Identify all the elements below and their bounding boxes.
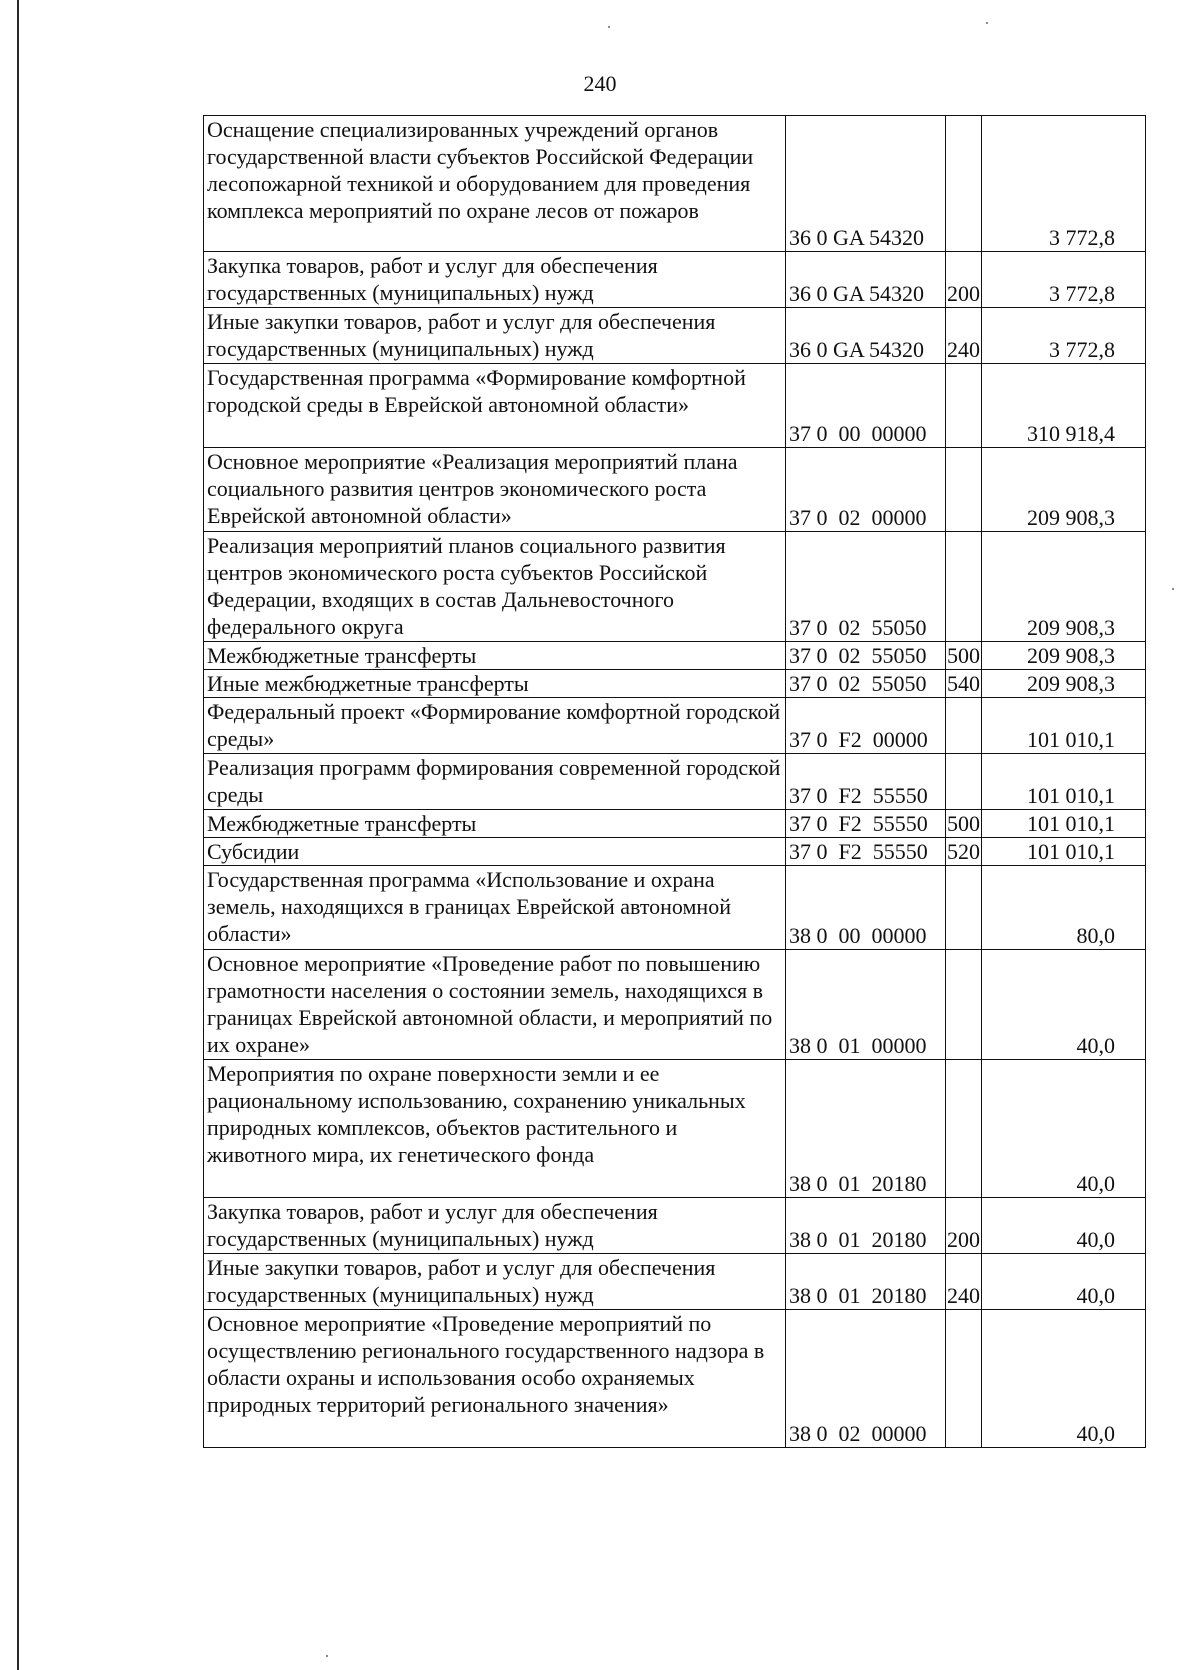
row-name: Реализация мероприятий планов социального развития центров экономического роста субъектов Российской Федерации, входящих в состав Дальневосточного федерального округа <box>204 532 786 642</box>
row-amount: 101 010,1 <box>982 838 1146 866</box>
row-expense-type <box>946 1060 982 1198</box>
row-name: Основное мероприятие «Проведение работ по повышению грамотности населения о состоянии земель, находящихся в границах Еврейской автономной области, и мероприятий по их охране» <box>204 950 786 1060</box>
row-code: 37 0 F2 00000 <box>786 698 946 754</box>
table-row <box>204 252 1146 308</box>
row-name: Межбюджетные трансферты <box>204 810 786 838</box>
row-amount: 40,0 <box>982 1198 1146 1254</box>
row-code: 38 0 01 00000 <box>786 950 946 1060</box>
row-name: Иные межбюджетные трансферты <box>204 670 786 698</box>
row-code: 37 0 00 00000 <box>786 364 946 448</box>
row-name: Государственная программа «Использование и охрана земель, находящихся в границах Еврейской автономной области» <box>204 866 786 950</box>
row-code: 36 0 GA 54320 <box>786 308 946 364</box>
row-amount: 209 908,3 <box>982 642 1146 670</box>
row-expense-type <box>946 866 982 950</box>
row-expense-type: 240 <box>946 308 982 364</box>
row-code: 37 0 F2 55550 <box>786 754 946 810</box>
table-row <box>204 754 1146 810</box>
table-row <box>204 1198 1146 1254</box>
row-code: 37 0 02 55050 <box>786 670 946 698</box>
table-row <box>204 698 1146 754</box>
row-code: 38 0 01 20180 <box>786 1198 946 1254</box>
table-row <box>204 116 1146 252</box>
row-code: 37 0 02 00000 <box>786 448 946 532</box>
row-amount: 101 010,1 <box>982 698 1146 754</box>
row-code: 38 0 01 20180 <box>786 1060 946 1198</box>
row-expense-type <box>946 364 982 448</box>
row-expense-type <box>946 698 982 754</box>
row-name: Иные закупки товаров, работ и услуг для обеспечения государственных (муниципальных) нужд <box>204 1254 786 1310</box>
scan-speck <box>326 1655 328 1657</box>
row-expense-type <box>946 532 982 642</box>
scan-speck <box>1172 588 1174 590</box>
page-number: 240 <box>583 71 617 96</box>
table-row <box>204 866 1146 950</box>
budget-table-body <box>204 116 1146 1448</box>
row-code: 36 0 GA 54320 <box>786 116 946 252</box>
row-code: 38 0 02 00000 <box>786 1310 946 1448</box>
row-name: Закупка товаров, работ и услуг для обеспечения государственных (муниципальных) нужд <box>204 252 786 308</box>
table-row <box>204 1254 1146 1310</box>
table-row <box>204 532 1146 642</box>
row-expense-type: 520 <box>947 839 980 864</box>
row-expense-type: 240 <box>946 1254 982 1310</box>
table-row <box>204 364 1146 448</box>
row-name: Основное мероприятие «Проведение мероприятий по осуществлению регионального государственного надзора в области охраны и использования особо охраняемых природных территорий регионального значения» <box>204 1310 786 1448</box>
row-name: Мероприятия по охране поверхности земли и ее рациональному использованию, сохранению уникальных природных комплексов, объектов растительного и животного мира, их генетического фонда <box>204 1060 786 1198</box>
scan-left-edge <box>17 0 19 1670</box>
row-code: 37 0 F2 55550 <box>786 838 946 866</box>
row-expense-type <box>946 448 982 532</box>
row-expense-type: 540 <box>947 671 980 696</box>
row-code: 38 0 00 00000 <box>786 866 946 950</box>
row-name: Реализация программ формирования современной городской среды <box>204 754 786 810</box>
row-code: 37 0 02 55050 <box>786 532 946 642</box>
row-name: Основное мероприятие «Реализация мероприятий плана социального развития центров экономического роста Еврейской автономной области» <box>204 448 786 532</box>
row-code: 37 0 02 55050 <box>786 642 946 670</box>
scan-speck <box>986 22 988 24</box>
row-amount: 40,0 <box>982 1060 1146 1198</box>
row-name: Федеральный проект «Формирование комфортной городской среды» <box>204 698 786 754</box>
row-name: Иные закупки товаров, работ и услуг для обеспечения государственных (муниципальных) нужд <box>204 308 786 364</box>
row-name: Оснащение специализированных учреждений органов государственной власти субъектов Российской Федерации лесопожарной техникой и оборудованием для проведения комплекса мероприятий по охране лесов от пожаров <box>204 116 786 252</box>
row-amount: 101 010,1 <box>982 810 1146 838</box>
table-row <box>204 810 1146 838</box>
table-row <box>204 308 1146 364</box>
row-amount: 3 772,8 <box>982 308 1146 364</box>
row-amount: 40,0 <box>982 950 1146 1060</box>
row-expense-type: 500 <box>947 643 980 668</box>
row-amount: 209 908,3 <box>982 532 1146 642</box>
budget-table <box>203 115 1146 1448</box>
row-name: Межбюджетные трансферты <box>204 642 786 670</box>
table-row <box>204 1310 1146 1448</box>
row-code: 36 0 GA 54320 <box>786 252 946 308</box>
row-expense-type <box>946 950 982 1060</box>
table-row <box>204 642 1146 670</box>
row-amount: 209 908,3 <box>982 448 1146 532</box>
row-amount: 80,0 <box>982 866 1146 950</box>
scan-speck <box>608 26 610 28</box>
row-name: Субсидии <box>204 838 786 866</box>
row-amount: 3 772,8 <box>982 116 1146 252</box>
table-row <box>204 838 1146 866</box>
row-amount: 209 908,3 <box>982 670 1146 698</box>
row-expense-type: 500 <box>947 811 980 836</box>
row-code: 37 0 F2 55550 <box>786 810 946 838</box>
table-row <box>204 670 1146 698</box>
row-code: 38 0 01 20180 <box>786 1254 946 1310</box>
row-name: Закупка товаров, работ и услуг для обеспечения государственных (муниципальных) нужд <box>204 1198 786 1254</box>
row-expense-type <box>946 754 982 810</box>
row-amount: 101 010,1 <box>982 754 1146 810</box>
row-expense-type: 200 <box>946 1198 982 1254</box>
row-expense-type <box>946 1310 982 1448</box>
table-row <box>204 1060 1146 1198</box>
row-amount: 3 772,8 <box>982 252 1146 308</box>
row-amount: 40,0 <box>982 1254 1146 1310</box>
table-row <box>204 950 1146 1060</box>
row-amount: 310 918,4 <box>982 364 1146 448</box>
row-expense-type <box>946 116 982 252</box>
row-name: Государственная программа «Формирование комфортной городской среды в Еврейской автономной области» <box>204 364 786 448</box>
table-row <box>204 448 1146 532</box>
row-amount: 40,0 <box>982 1310 1146 1448</box>
row-expense-type: 200 <box>946 252 982 308</box>
